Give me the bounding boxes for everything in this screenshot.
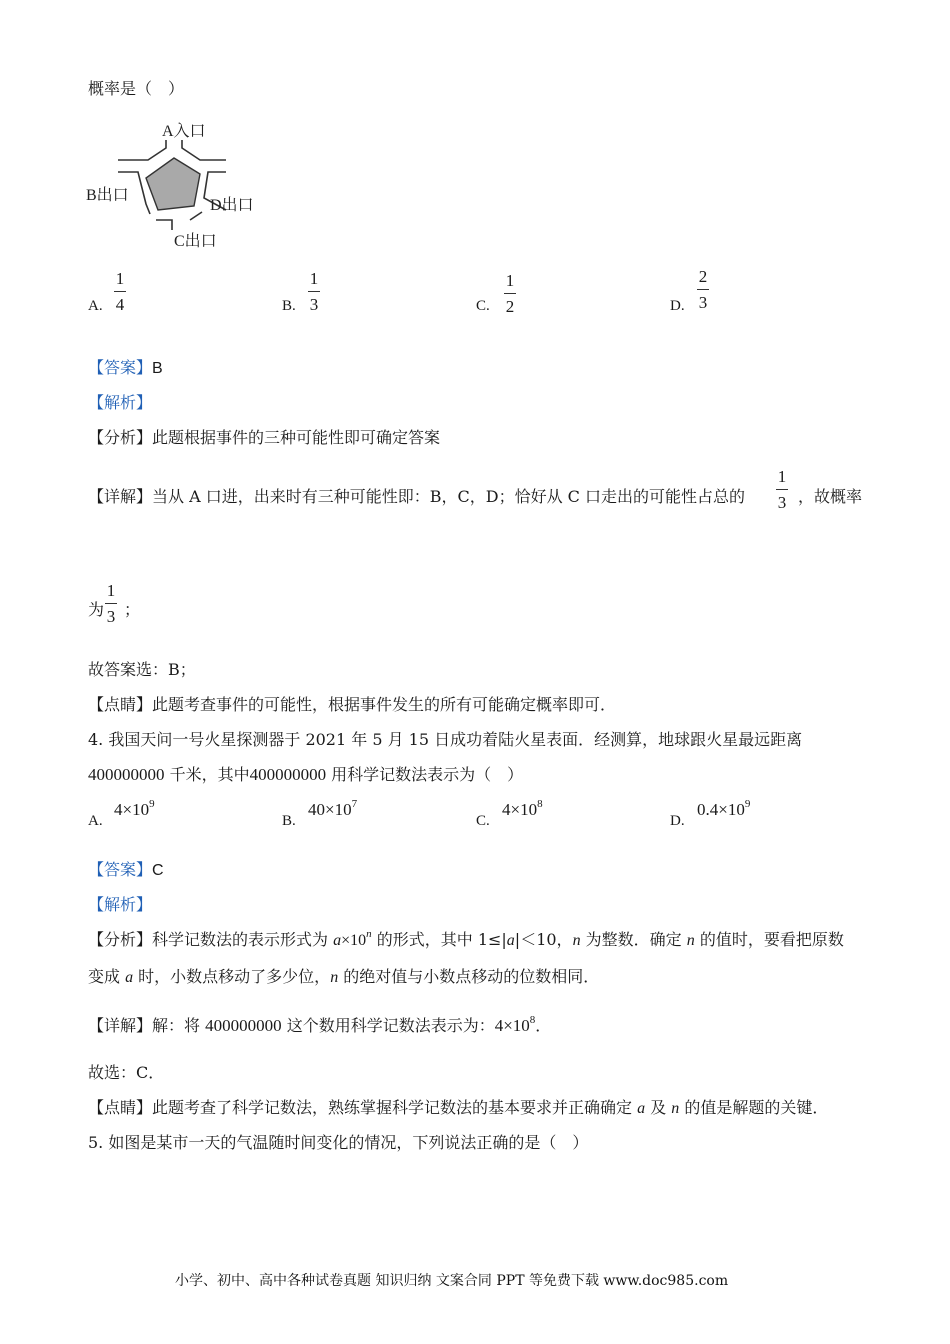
- q4-option-b-value: $40\times 10^7$: [308, 798, 358, 819]
- q3-option-a-label: A.: [88, 298, 103, 314]
- q4-stem-line1: 4. 我国天问一号火星探测器于 2021 年 5 月 15 日成功着陆火星表面．经测算，地球跟火星最远距离: [88, 730, 803, 749]
- q4-dianjing: 【点睛】此题考查了科学记数法，熟练掌握科学记数法的基本要求并正确确定 a 及 n 的值是解题的关键．: [88, 1098, 829, 1117]
- q4-guxuan: 故选：C．: [88, 1063, 165, 1082]
- label-c-exit: C出口: [174, 233, 217, 250]
- q3-xiangjie-fraction2: 1 3: [106, 581, 116, 626]
- q5-stem: 5. 如图是某市一天的气温随时间变化的情况，下列说法正确的是（ ）: [88, 1133, 589, 1152]
- q3-xiangjie-text2: ，故概率: [798, 487, 863, 506]
- q3-xiangjie-fraction: 1 3: [777, 467, 787, 512]
- q3-xiangjie-line1: [88, 484, 745, 507]
- q3-option-c-fraction: 1 2: [505, 271, 515, 316]
- page-footer: 小学、初中、高中各种试卷真题 知识归纳 文案合同 PPT 等免费下载 www.doc985.com: [175, 1273, 729, 1289]
- q4-option-a-value: $4\times 10^9$: [114, 798, 155, 819]
- answer-value: B: [152, 360, 163, 377]
- q4-fenxi-line2: 变成 a 时，小数点移动了多少位，n 的绝对值与小数点移动的位数相同．: [88, 967, 600, 986]
- q4-option-c-label: C.: [476, 813, 490, 829]
- q3-dianjing: [88, 692, 616, 715]
- q4-option-b-label: B.: [282, 813, 296, 829]
- label-a-entrance: A入口: [162, 123, 206, 140]
- q4-fenxi-line1: 【分析】科学记数法的表示形式为 $a\times 10^n$ 的形式，其中 1≤|a|＜10，n 为整数．确定 n 的值时，要看把原数: [88, 928, 844, 949]
- q4-xiangjie: 【详解】解：将 400000000 这个数用科学记数法表示为：$4\times 10^8$．: [88, 1014, 552, 1035]
- q3-option-d-fraction: 2 3: [698, 267, 708, 312]
- dianjing-text: 此题考查事件的可能性，根据事件发生的所有可能确定概率即可．: [152, 695, 617, 714]
- q4-option-d-value: $0.4\times 10^9$: [697, 798, 751, 819]
- q3-stem-tail: 概率是（ ）: [88, 79, 185, 98]
- q4-analysis-tag: 【解析】: [88, 895, 153, 914]
- label-d-exit: D出口: [210, 197, 254, 214]
- q3-option-b-label: B.: [282, 298, 296, 314]
- q4-answer-line: [88, 857, 164, 880]
- q3-guda: 故答案选：B；: [88, 660, 196, 679]
- q3-xiangjie-text3: 为: [88, 600, 105, 619]
- fenxi-text: 此题根据事件的三种可能性即可确定答案: [152, 428, 441, 447]
- q3-fenxi: [88, 425, 440, 448]
- q3-option-a-fraction: 1 4: [115, 269, 125, 314]
- q4-option-a-label: A.: [88, 813, 103, 829]
- dianjing-tag: 【点睛】: [88, 695, 153, 714]
- q4-option-c-value: $4\times 10^8$: [502, 798, 543, 819]
- q3-answer-line: [88, 355, 163, 378]
- label-b-exit: B出口: [86, 187, 129, 204]
- xiangjie-tag: 【详解】: [88, 487, 153, 506]
- q4-option-d-label: D.: [670, 813, 685, 829]
- entrance-exit-diagram: [86, 112, 276, 252]
- q3-option-d-label: D.: [670, 298, 685, 314]
- q3-option-b-fraction: 1 3: [309, 269, 319, 314]
- answer-tag: 【答案】: [88, 358, 153, 377]
- q3-option-c-label: C.: [476, 298, 490, 314]
- fenxi-tag: 【分析】: [88, 428, 153, 447]
- q4-stem-line2: 400000000 千米，其中400000000 用科学记数法表示为（ ）: [88, 765, 524, 784]
- q3-analysis-tag: 【解析】: [88, 393, 153, 412]
- xiangjie-text1: 当从 A 口进，出来时有三种可能性即：B，C，D；恰好从 C 口走出的可能性占总的: [152, 487, 745, 506]
- answer-tag: 【答案】: [88, 860, 153, 879]
- q3-xiangjie-text4: ；: [124, 600, 141, 619]
- answer-value: C: [152, 862, 164, 879]
